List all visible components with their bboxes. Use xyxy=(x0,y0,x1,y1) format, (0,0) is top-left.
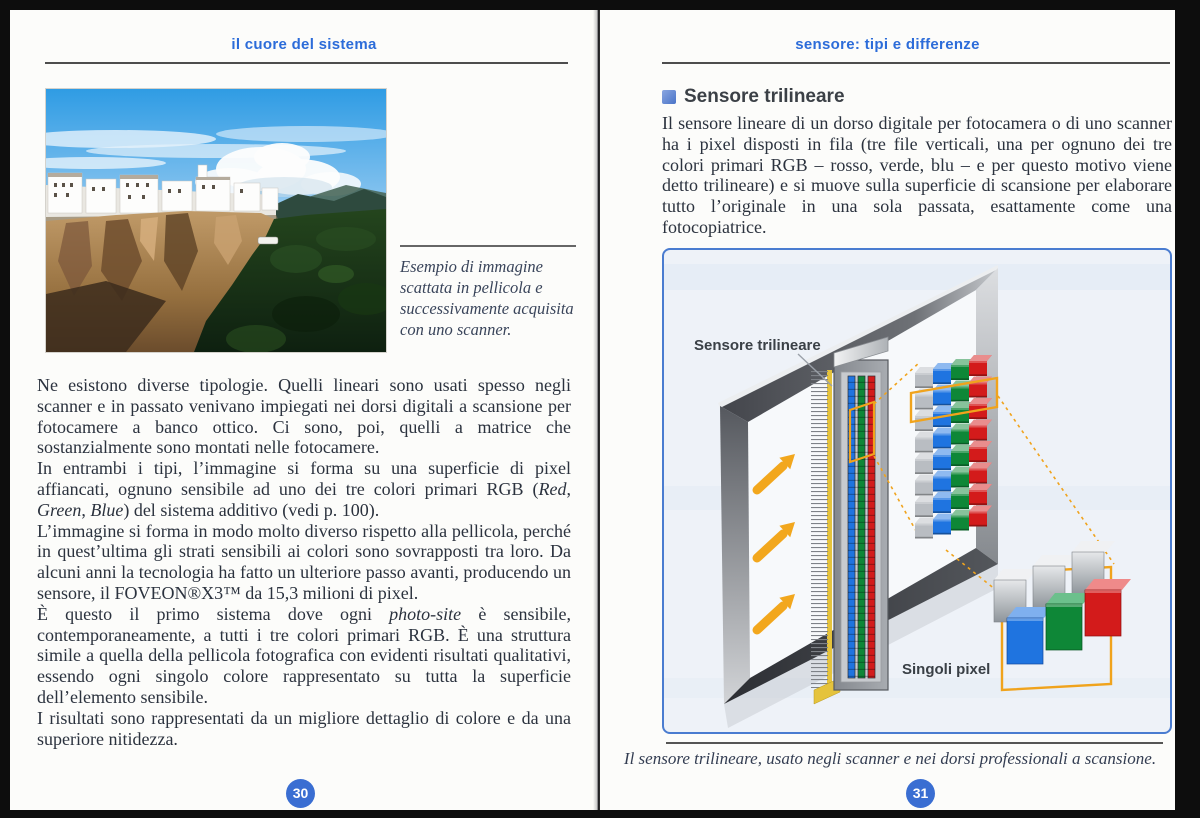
landscape-photo xyxy=(45,88,387,353)
single-pixels-label: Singoli pixel xyxy=(902,661,991,678)
right-header-rule xyxy=(662,62,1170,64)
left-body-text xyxy=(37,375,571,749)
section-title xyxy=(662,86,845,108)
scan-band xyxy=(664,264,1170,290)
paragraph: In entrambi i tipi, l’immagine si forma su una superficie di pixel affiancati, ognuno sensibile ad uno dei tre colori primari RGB (Red, Green, Blue) del sistema additivo (vedi p. 100). xyxy=(37,458,571,520)
right-page xyxy=(600,10,1175,810)
right-page-number: 31 xyxy=(906,779,935,808)
paragraph: Ne esistono diverse tipologie. Quelli lineari sono usati spesso negli scanner e in passato venivano impiegati nei dorsi digitali a scansione per fotocamere a banco ottico. Ci sono, poi, quelli a matrice che sostanzialmente sono montati nelle fotocamere. xyxy=(37,375,571,458)
trilinear-sensor-bar xyxy=(811,337,888,704)
left-running-head: il cuore del sistema xyxy=(231,36,377,53)
landscape-photo-art xyxy=(46,89,386,352)
diagram-caption-rule xyxy=(666,742,1163,744)
left-header-rule xyxy=(45,62,568,64)
paragraph: I risultati sono rappresentati da un migliore dettaglio di colore e da una superiore nitidezza. xyxy=(37,707,571,749)
right-body-text xyxy=(662,113,1172,238)
right-running-head: sensore: tipi e differenze xyxy=(795,36,980,53)
sensor-diagram-art xyxy=(664,250,1170,732)
photo-caption-rule xyxy=(400,245,576,247)
paragraph: È questo il primo sistema dove ogni photo-site è sensibile, contemporaneamente, a tutti i tre colori primari RGB. È una struttura simile a quella della pellicola fotografica con evidenti risultati qualitativi, essendo ogni singolo colore rappresentato su tutta la superficie dell’elemento sensibile. xyxy=(37,603,571,707)
diagram-caption: Il sensore trilineare, usato negli scanner e nei dorsi professionali a scansione. xyxy=(623,749,1157,768)
sensor-diagram xyxy=(662,248,1172,734)
paragraph: Il sensore lineare di un dorso digitale per fotocamera o di uno scanner ha i pixel disposti in fila (tre file verticali, una per ognuno dei tre colori primari RGB – rosso, verde, blu – e per questo motivo viene detto trilineare) e si muove sulla superficie di scansione per elaborare tutto l’originale in una sola passata, esattamente come una fotocopiatrice. xyxy=(662,113,1172,237)
section-bullet-square xyxy=(662,90,676,104)
photo-caption-text: Esempio di immagine scattata in pellicola e successivamente acquisita con uno scanner. xyxy=(400,256,574,339)
viewpoint-platform xyxy=(258,237,278,244)
paragraph: L’immagine si forma in modo molto diverso rispetto alla pellicola, perché in quest’ultima gli strati sensibili ai colori sono sovrapposti tra loro. Da alcuni anni la tecnologia ha fatto un ulteriore passo avanti, producendo un sensore, il FOVEON®X3™ da 15,3 milioni di pixel. xyxy=(37,520,571,603)
section-title-text: Sensore trilineare xyxy=(684,86,845,107)
left-page xyxy=(10,10,598,810)
red-pixel-cube xyxy=(1085,579,1131,636)
left-page-number: 30 xyxy=(286,779,315,808)
photo-caption xyxy=(400,245,586,340)
sensor-label: Sensore trilineare xyxy=(694,337,821,354)
